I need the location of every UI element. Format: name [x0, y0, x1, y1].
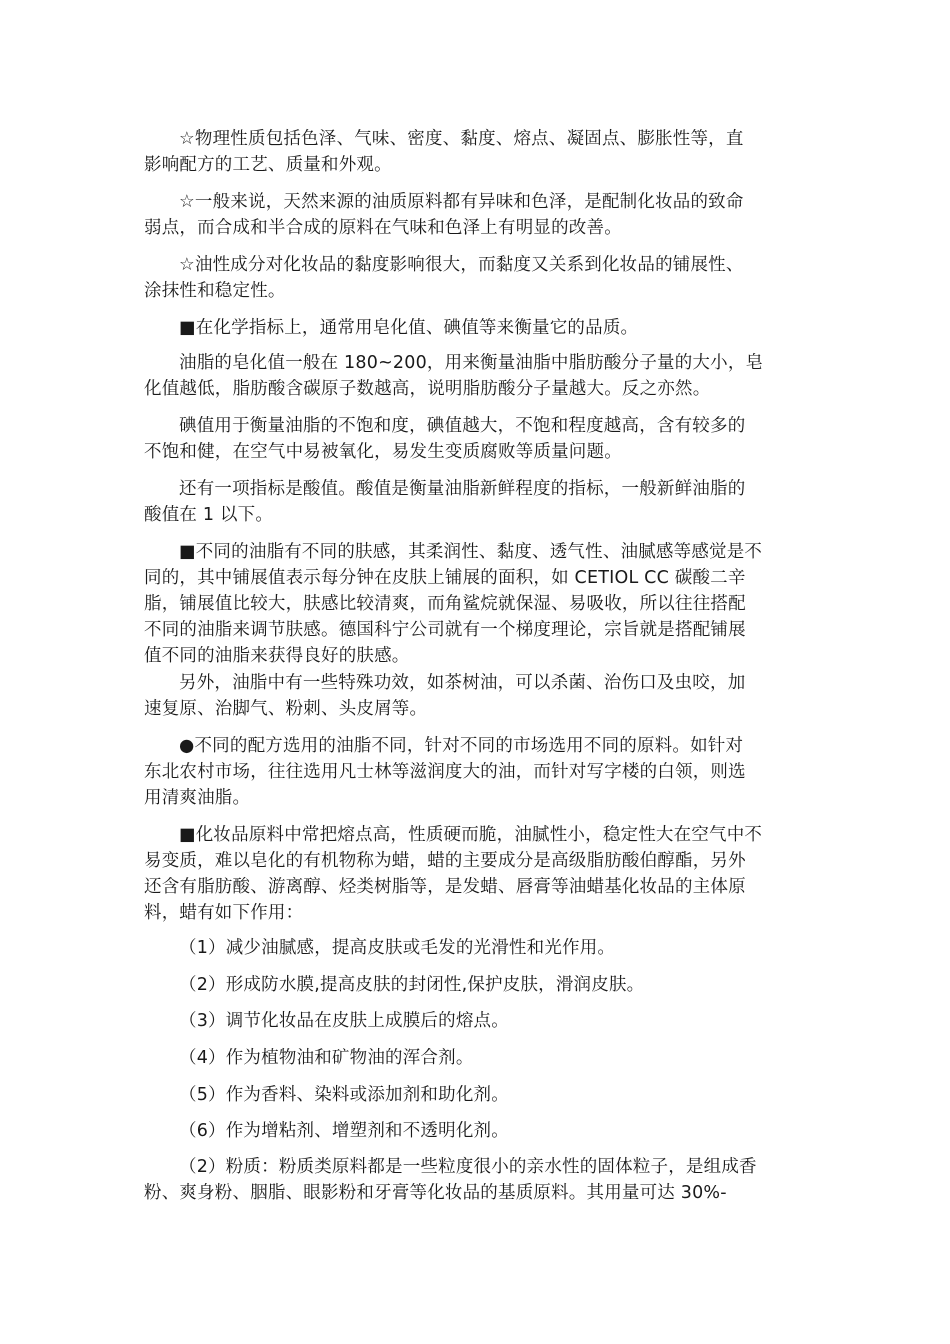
paragraph-line: 易变质，难以皂化的有机物称为蜡，蜡的主要成分是高级脂肪酸伯醇酯，另外 [144, 851, 746, 871]
paragraph-line: 值不同的油脂来获得良好的肤感。 [144, 646, 410, 666]
paragraph [144, 1045, 808, 1071]
paragraph [144, 350, 808, 402]
paragraph-line: 油脂的皂化值一般在 180~200，用来衡量油脂中脂肪酸分子量的大小，皂 [179, 353, 764, 373]
paragraph-line: （5）作为香料、染料或添加剂和助化剂。 [179, 1085, 509, 1105]
paragraph [144, 539, 808, 669]
paragraph-line: 速复原、治脚气、粉刺、头皮屑等。 [144, 699, 428, 719]
paragraph [144, 476, 808, 528]
paragraph-line: ■化妆品原料中常把熔点高，性质硬而脆，油腻性小，稳定性大在空气中不 [179, 825, 763, 845]
paragraph-line: （2）粉质：粉质类原料都是一些粒度很小的亲水性的固体粒子，是组成香 [179, 1157, 757, 1177]
paragraph-line: （3）调节化妆品在皮肤上成膜后的熔点。 [179, 1011, 509, 1031]
paragraph-line: 弱点，而合成和半合成的原料在气味和色泽上有明显的改善。 [144, 218, 622, 238]
paragraph-line: 还有一项指标是酸值。酸值是衡量油脂新鲜程度的指标，一般新鲜油脂的 [179, 479, 746, 499]
paragraph-line: （2）形成防水膜,提高皮肤的封闭性,保护皮肤，滑润皮肤。 [179, 975, 645, 995]
paragraph [144, 413, 808, 465]
paragraph [144, 733, 808, 811]
paragraph [144, 670, 808, 722]
paragraph [144, 972, 808, 998]
paragraph-line: 脂，铺展值比较大，肤感比较清爽，而角鲨烷就保湿、易吸收，所以往往搭配 [144, 594, 746, 614]
paragraph-line: ☆一般来说，天然来源的油质原料都有异味和色泽，是配制化妆品的致命 [179, 192, 744, 212]
paragraph-line: 化值越低，脂肪酸含碳原子数越高，说明脂肪酸分子量越大。反之亦然。 [144, 379, 711, 399]
paragraph [144, 935, 808, 961]
paragraph-line: ■不同的油脂有不同的肤感，其柔润性、黏度、透气性、油腻感等感觉是不 [179, 542, 763, 562]
paragraph [144, 315, 808, 341]
paragraph [144, 252, 808, 304]
paragraph-line: 碘值用于衡量油脂的不饱和度，碘值越大，不饱和程度越高，含有较多的 [179, 416, 746, 436]
paragraph [144, 1118, 808, 1144]
paragraph-line: ●不同的配方选用的油脂不同，针对不同的市场选用不同的原料。如针对 [179, 736, 744, 756]
paragraph-line: （4）作为植物油和矿物油的浑合剂。 [179, 1048, 474, 1068]
paragraph-line: ☆物理性质包括色泽、气味、密度、黏度、熔点、凝固点、膨胀性等，直 [179, 129, 744, 149]
paragraph [144, 1008, 808, 1034]
paragraph-line: 另外，油脂中有一些特殊功效，如茶树油，可以杀菌、治伤口及虫咬，加 [179, 673, 746, 693]
paragraph-line: 东北农村市场，往往选用凡士林等滋润度大的油，而针对写字楼的白领，则选 [144, 762, 746, 782]
paragraph-line: 酸值在 1 以下。 [144, 505, 274, 525]
paragraph-line: 粉、爽身粉、胭脂、眼影粉和牙膏等化妆品的基质原料。其用量可达 30%- [144, 1183, 727, 1203]
paragraph-line: 同的，其中铺展值表示每分钟在皮肤上铺展的面积，如 CETIOL CC 碳酸二辛 [144, 568, 746, 588]
paragraph-line: （1）减少油腻感，提高皮肤或毛发的光滑性和光作用。 [179, 938, 616, 958]
paragraph-line: 不饱和健，在空气中易被氧化，易发生变质腐败等质量问题。 [144, 442, 622, 462]
paragraph-line: 料，蜡有如下作用： [144, 903, 304, 923]
paragraph-line: 影响配方的工艺、质量和外观。 [144, 155, 392, 175]
paragraph [144, 822, 808, 926]
paragraph-line: 还含有脂肪酸、游离醇、烃类树脂等，是发蜡、唇膏等油蜡基化妆品的主体原 [144, 877, 746, 897]
paragraph-line: 涂抹性和稳定性。 [144, 281, 286, 301]
paragraph [144, 189, 808, 241]
paragraph-line: 用清爽油脂。 [144, 788, 251, 808]
paragraph-line: ■在化学指标上，通常用皂化值、碘值等来衡量它的品质。 [179, 318, 639, 338]
paragraph-line: ☆油性成分对化妆品的黏度影响很大，而黏度又关系到化妆品的铺展性、 [179, 255, 744, 275]
paragraph-line: 不同的油脂来调节肤感。德国科宁公司就有一个梯度理论，宗旨就是搭配铺展 [144, 620, 746, 640]
paragraph [144, 1154, 808, 1206]
paragraph [144, 126, 808, 178]
paragraph [144, 1082, 808, 1108]
paragraph-line: （6）作为增粘剂、增塑剂和不透明化剂。 [179, 1121, 509, 1141]
